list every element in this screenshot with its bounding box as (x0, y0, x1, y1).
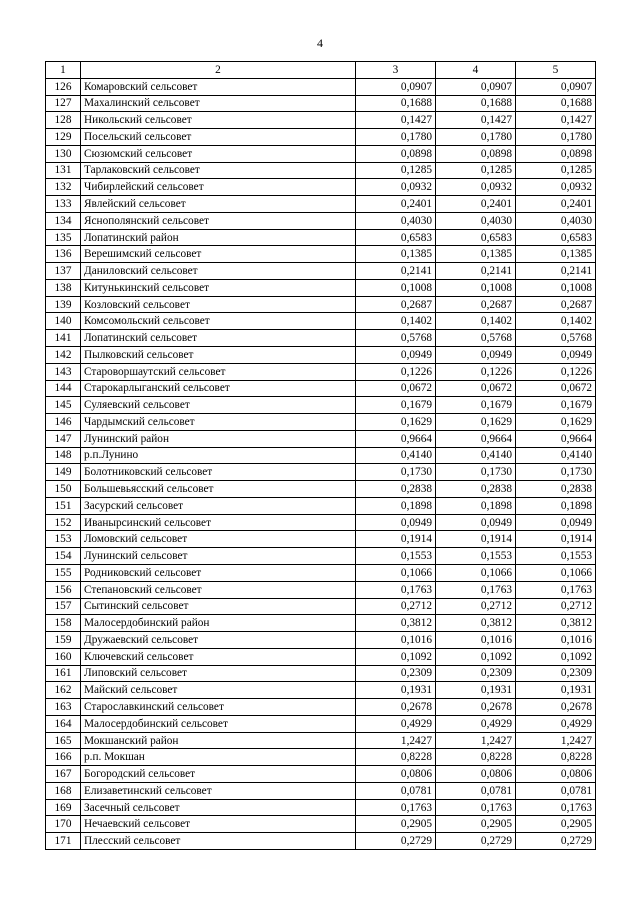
table-row (46, 481, 596, 498)
row-number: 133 (46, 196, 81, 213)
table-row (46, 699, 596, 716)
value-col-5: 0,2838 (516, 481, 596, 498)
value-col-3: 0,1763 (356, 799, 436, 816)
value-col-5: 0,1679 (516, 397, 596, 414)
value-col-3: 0,1730 (356, 464, 436, 481)
value-col-5: 0,1427 (516, 112, 596, 129)
value-col-5: 0,2309 (516, 665, 596, 682)
municipality-name: Старославкинский сельсовет (81, 699, 356, 716)
value-col-5: 0,9664 (516, 430, 596, 447)
value-col-5: 0,4929 (516, 715, 596, 732)
value-col-5: 0,2678 (516, 699, 596, 716)
row-number: 164 (46, 715, 81, 732)
value-col-5: 0,1553 (516, 548, 596, 565)
row-number: 143 (46, 363, 81, 380)
table-row (46, 296, 596, 313)
column-header-1: 1 (46, 62, 81, 79)
value-col-5: 0,1763 (516, 799, 596, 816)
value-col-3: 0,0907 (356, 78, 436, 95)
row-number: 132 (46, 179, 81, 196)
municipality-name: Нечаевский сельсовет (81, 816, 356, 833)
municipality-name: Явлейский сельсовет (81, 196, 356, 213)
municipality-name: Малосердобинский сельсовет (81, 715, 356, 732)
value-col-4: 0,1763 (436, 581, 516, 598)
value-col-4: 0,1898 (436, 497, 516, 514)
municipality-name: Яснополянский сельсовет (81, 212, 356, 229)
value-col-5: 0,2905 (516, 816, 596, 833)
table-row (46, 732, 596, 749)
table-row (46, 196, 596, 213)
table-row (46, 749, 596, 766)
value-col-5: 0,2729 (516, 833, 596, 850)
value-col-3: 1,2427 (356, 732, 436, 749)
value-col-5: 0,3812 (516, 615, 596, 632)
value-col-4: 0,0672 (436, 380, 516, 397)
table-row (46, 363, 596, 380)
table-row (46, 263, 596, 280)
row-number: 139 (46, 296, 81, 313)
value-col-4: 0,1427 (436, 112, 516, 129)
value-col-5: 0,1763 (516, 581, 596, 598)
value-col-4: 0,2729 (436, 833, 516, 850)
table-row (46, 816, 596, 833)
table-row (46, 246, 596, 263)
row-number: 137 (46, 263, 81, 280)
table-row (46, 78, 596, 95)
municipality-name: Лопатинский район (81, 229, 356, 246)
municipality-name: Верешимский сельсовет (81, 246, 356, 263)
value-col-3: 0,4030 (356, 212, 436, 229)
municipality-name: Иванырсинский сельсовет (81, 514, 356, 531)
column-header-2: 2 (81, 62, 356, 79)
municipality-name: Лопатинский сельсовет (81, 330, 356, 347)
row-number: 162 (46, 682, 81, 699)
value-col-3: 0,4140 (356, 447, 436, 464)
table-row (46, 615, 596, 632)
row-number: 131 (46, 162, 81, 179)
row-number: 136 (46, 246, 81, 263)
municipality-name: Дружаевский сельсовет (81, 632, 356, 649)
value-col-3: 0,0898 (356, 145, 436, 162)
value-col-3: 0,2687 (356, 296, 436, 313)
table-row (46, 212, 596, 229)
value-col-3: 0,2401 (356, 196, 436, 213)
municipality-name: р.п.Лунино (81, 447, 356, 464)
row-number: 149 (46, 464, 81, 481)
municipality-name: Сюзюмский сельсовет (81, 145, 356, 162)
value-col-5: 0,1688 (516, 95, 596, 112)
value-col-4: 0,2401 (436, 196, 516, 213)
table-row (46, 682, 596, 699)
municipality-name: Козловский сельсовет (81, 296, 356, 313)
municipality-name: Пылковский сельсовет (81, 347, 356, 364)
value-col-4: 0,1016 (436, 632, 516, 649)
table-row (46, 715, 596, 732)
table-row (46, 632, 596, 649)
value-col-5: 0,0781 (516, 782, 596, 799)
row-number: 145 (46, 397, 81, 414)
municipality-name: Лунинский район (81, 430, 356, 447)
table-row (46, 766, 596, 783)
municipality-name: Засечный сельсовет (81, 799, 356, 816)
value-col-5: 1,2427 (516, 732, 596, 749)
table-row (46, 145, 596, 162)
table-body (46, 78, 596, 849)
value-col-5: 0,1016 (516, 632, 596, 649)
value-col-3: 0,0806 (356, 766, 436, 783)
value-col-3: 0,1763 (356, 581, 436, 598)
value-col-4: 0,1066 (436, 564, 516, 581)
value-col-3: 0,1285 (356, 162, 436, 179)
column-header-4: 4 (436, 62, 516, 79)
value-col-4: 0,0806 (436, 766, 516, 783)
row-number: 130 (46, 145, 81, 162)
value-col-3: 0,1226 (356, 363, 436, 380)
value-col-3: 0,1427 (356, 112, 436, 129)
municipality-name: Болотниковский сельсовет (81, 464, 356, 481)
value-col-3: 0,2141 (356, 263, 436, 280)
table-row (46, 380, 596, 397)
value-col-3: 0,2678 (356, 699, 436, 716)
value-col-3: 0,1092 (356, 648, 436, 665)
column-header-3: 3 (356, 62, 436, 79)
value-col-3: 0,8228 (356, 749, 436, 766)
value-col-4: 0,4140 (436, 447, 516, 464)
value-col-3: 0,1016 (356, 632, 436, 649)
value-col-5: 0,1385 (516, 246, 596, 263)
municipality-name: Староворшаутский сельсовет (81, 363, 356, 380)
value-col-5: 0,2687 (516, 296, 596, 313)
header-row (46, 62, 596, 79)
municipality-name: Никольский сельсовет (81, 112, 356, 129)
value-col-3: 0,1402 (356, 313, 436, 330)
row-number: 167 (46, 766, 81, 783)
municipality-name: Плесский сельсовет (81, 833, 356, 850)
table-row (46, 598, 596, 615)
value-col-4: 0,2838 (436, 481, 516, 498)
row-number: 135 (46, 229, 81, 246)
value-col-4: 1,2427 (436, 732, 516, 749)
value-col-4: 0,0949 (436, 514, 516, 531)
table-row (46, 447, 596, 464)
value-col-5: 0,1898 (516, 497, 596, 514)
row-number: 154 (46, 548, 81, 565)
value-col-5: 0,0949 (516, 514, 596, 531)
municipality-name: Старокарлыганский сельсовет (81, 380, 356, 397)
value-col-4: 0,2309 (436, 665, 516, 682)
row-number: 152 (46, 514, 81, 531)
municipality-name: Елизаветинский сельсовет (81, 782, 356, 799)
value-col-4: 0,0781 (436, 782, 516, 799)
value-col-4: 0,2141 (436, 263, 516, 280)
table-row (46, 179, 596, 196)
table-row (46, 129, 596, 146)
table-row (46, 648, 596, 665)
value-col-3: 0,0932 (356, 179, 436, 196)
table-row (46, 514, 596, 531)
row-number: 146 (46, 414, 81, 431)
municipality-name: Комсомольский сельсовет (81, 313, 356, 330)
value-col-3: 0,5768 (356, 330, 436, 347)
value-col-4: 0,1226 (436, 363, 516, 380)
value-col-5: 0,5768 (516, 330, 596, 347)
municipality-name: Даниловский сельсовет (81, 263, 356, 280)
row-number: 134 (46, 212, 81, 229)
municipality-name: Майский сельсовет (81, 682, 356, 699)
value-col-3: 0,1385 (356, 246, 436, 263)
municipality-name: Малосердобинский район (81, 615, 356, 632)
row-number: 155 (46, 564, 81, 581)
column-header-5: 5 (516, 62, 596, 79)
table-row (46, 347, 596, 364)
table-row (46, 497, 596, 514)
value-col-3: 0,1008 (356, 279, 436, 296)
value-col-4: 0,1092 (436, 648, 516, 665)
row-number: 128 (46, 112, 81, 129)
table-row (46, 548, 596, 565)
municipality-name: Чардымский сельсовет (81, 414, 356, 431)
table-row (46, 833, 596, 850)
table-row (46, 665, 596, 682)
table-row (46, 95, 596, 112)
value-col-3: 0,1066 (356, 564, 436, 581)
row-number: 158 (46, 615, 81, 632)
value-col-3: 0,1553 (356, 548, 436, 565)
municipality-name: Ломовский сельсовет (81, 531, 356, 548)
municipality-name: Липовский сельсовет (81, 665, 356, 682)
value-col-5: 0,0907 (516, 78, 596, 95)
row-number: 163 (46, 699, 81, 716)
row-number: 127 (46, 95, 81, 112)
value-col-4: 0,1285 (436, 162, 516, 179)
value-col-5: 0,2712 (516, 598, 596, 615)
row-number: 156 (46, 581, 81, 598)
value-col-5: 0,0932 (516, 179, 596, 196)
value-col-5: 0,8228 (516, 749, 596, 766)
row-number: 171 (46, 833, 81, 850)
value-col-5: 0,1629 (516, 414, 596, 431)
row-number: 148 (46, 447, 81, 464)
municipality-name: Махалинский сельсовет (81, 95, 356, 112)
row-number: 150 (46, 481, 81, 498)
value-col-4: 0,1688 (436, 95, 516, 112)
row-number: 141 (46, 330, 81, 347)
value-col-5: 0,1730 (516, 464, 596, 481)
value-col-5: 0,0949 (516, 347, 596, 364)
value-col-5: 0,1008 (516, 279, 596, 296)
value-col-5: 0,1402 (516, 313, 596, 330)
value-col-4: 0,6583 (436, 229, 516, 246)
value-col-3: 0,1780 (356, 129, 436, 146)
row-number: 126 (46, 78, 81, 95)
value-col-5: 0,1066 (516, 564, 596, 581)
value-col-4: 0,2687 (436, 296, 516, 313)
value-col-3: 0,2712 (356, 598, 436, 615)
data-table (45, 61, 596, 850)
value-col-4: 0,1402 (436, 313, 516, 330)
table-row (46, 112, 596, 129)
value-col-3: 0,0672 (356, 380, 436, 397)
value-col-5: 0,1285 (516, 162, 596, 179)
row-number: 151 (46, 497, 81, 514)
municipality-name: Засурский сельсовет (81, 497, 356, 514)
value-col-4: 0,1385 (436, 246, 516, 263)
value-col-4: 0,1914 (436, 531, 516, 548)
value-col-5: 0,6583 (516, 229, 596, 246)
value-col-4: 0,1780 (436, 129, 516, 146)
value-col-4: 0,1629 (436, 414, 516, 431)
value-col-5: 0,1931 (516, 682, 596, 699)
municipality-name: Тарлаковский сельсовет (81, 162, 356, 179)
row-number: 147 (46, 430, 81, 447)
value-col-4: 0,0907 (436, 78, 516, 95)
value-col-5: 0,4140 (516, 447, 596, 464)
value-col-3: 0,2838 (356, 481, 436, 498)
value-col-4: 0,0898 (436, 145, 516, 162)
value-col-4: 0,2712 (436, 598, 516, 615)
value-col-5: 0,0898 (516, 145, 596, 162)
row-number: 161 (46, 665, 81, 682)
municipality-name: Лунинский сельсовет (81, 548, 356, 565)
row-number: 169 (46, 799, 81, 816)
row-number: 166 (46, 749, 81, 766)
value-col-4: 0,1008 (436, 279, 516, 296)
table-row (46, 162, 596, 179)
municipality-name: Посельский сельсовет (81, 129, 356, 146)
table-row (46, 799, 596, 816)
value-col-4: 0,2905 (436, 816, 516, 833)
table-row (46, 414, 596, 431)
row-number: 140 (46, 313, 81, 330)
value-col-4: 0,2678 (436, 699, 516, 716)
municipality-name: Степановский сельсовет (81, 581, 356, 598)
value-col-5: 0,0806 (516, 766, 596, 783)
row-number: 153 (46, 531, 81, 548)
value-col-5: 0,4030 (516, 212, 596, 229)
table-row (46, 430, 596, 447)
value-col-3: 0,0949 (356, 347, 436, 364)
municipality-name: Мокшанский район (81, 732, 356, 749)
page-number: 4 (317, 36, 323, 50)
municipality-name: Комаровский сельсовет (81, 78, 356, 95)
value-col-3: 0,1688 (356, 95, 436, 112)
value-col-4: 0,0932 (436, 179, 516, 196)
table-row (46, 313, 596, 330)
municipality-name: Сытинский сельсовет (81, 598, 356, 615)
value-col-5: 0,1092 (516, 648, 596, 665)
value-col-4: 0,1763 (436, 799, 516, 816)
value-col-4: 0,9664 (436, 430, 516, 447)
row-number: 129 (46, 129, 81, 146)
table-row (46, 464, 596, 481)
value-col-4: 0,4929 (436, 715, 516, 732)
value-col-3: 0,0949 (356, 514, 436, 531)
value-col-4: 0,1730 (436, 464, 516, 481)
row-number: 138 (46, 279, 81, 296)
value-col-3: 0,2309 (356, 665, 436, 682)
value-col-4: 0,8228 (436, 749, 516, 766)
value-col-3: 0,2905 (356, 816, 436, 833)
value-col-5: 0,1226 (516, 363, 596, 380)
value-col-4: 0,4030 (436, 212, 516, 229)
value-col-4: 0,5768 (436, 330, 516, 347)
value-col-3: 0,9664 (356, 430, 436, 447)
table-row (46, 279, 596, 296)
table-row (46, 229, 596, 246)
municipality-name: Китунькинский сельсовет (81, 279, 356, 296)
table-row (46, 581, 596, 598)
value-col-5: 0,1914 (516, 531, 596, 548)
municipality-name: Чибирлейский сельсовет (81, 179, 356, 196)
value-col-3: 0,6583 (356, 229, 436, 246)
value-col-3: 0,4929 (356, 715, 436, 732)
table-row (46, 564, 596, 581)
row-number: 168 (46, 782, 81, 799)
value-col-3: 0,1931 (356, 682, 436, 699)
value-col-5: 0,2141 (516, 263, 596, 280)
value-col-4: 0,0949 (436, 347, 516, 364)
municipality-name: Богородский сельсовет (81, 766, 356, 783)
value-col-5: 0,0672 (516, 380, 596, 397)
value-col-5: 0,2401 (516, 196, 596, 213)
value-col-3: 0,0781 (356, 782, 436, 799)
municipality-name: р.п. Мокшан (81, 749, 356, 766)
municipality-name: Ключевский сельсовет (81, 648, 356, 665)
table-row (46, 397, 596, 414)
municipality-name: Большевьясский сельсовет (81, 481, 356, 498)
row-number: 159 (46, 632, 81, 649)
table-row (46, 330, 596, 347)
row-number: 160 (46, 648, 81, 665)
value-col-4: 0,1679 (436, 397, 516, 414)
municipality-name: Суляевский сельсовет (81, 397, 356, 414)
value-col-4: 0,1553 (436, 548, 516, 565)
value-col-3: 0,1629 (356, 414, 436, 431)
table-row (46, 782, 596, 799)
value-col-3: 0,1898 (356, 497, 436, 514)
value-col-5: 0,1780 (516, 129, 596, 146)
row-number: 165 (46, 732, 81, 749)
row-number: 142 (46, 347, 81, 364)
value-col-3: 0,2729 (356, 833, 436, 850)
value-col-4: 0,3812 (436, 615, 516, 632)
value-col-4: 0,1931 (436, 682, 516, 699)
row-number: 144 (46, 380, 81, 397)
municipality-name: Родниковский сельсовет (81, 564, 356, 581)
row-number: 170 (46, 816, 81, 833)
value-col-3: 0,3812 (356, 615, 436, 632)
table-row (46, 531, 596, 548)
value-col-3: 0,1914 (356, 531, 436, 548)
row-number: 157 (46, 598, 81, 615)
value-col-3: 0,1679 (356, 397, 436, 414)
